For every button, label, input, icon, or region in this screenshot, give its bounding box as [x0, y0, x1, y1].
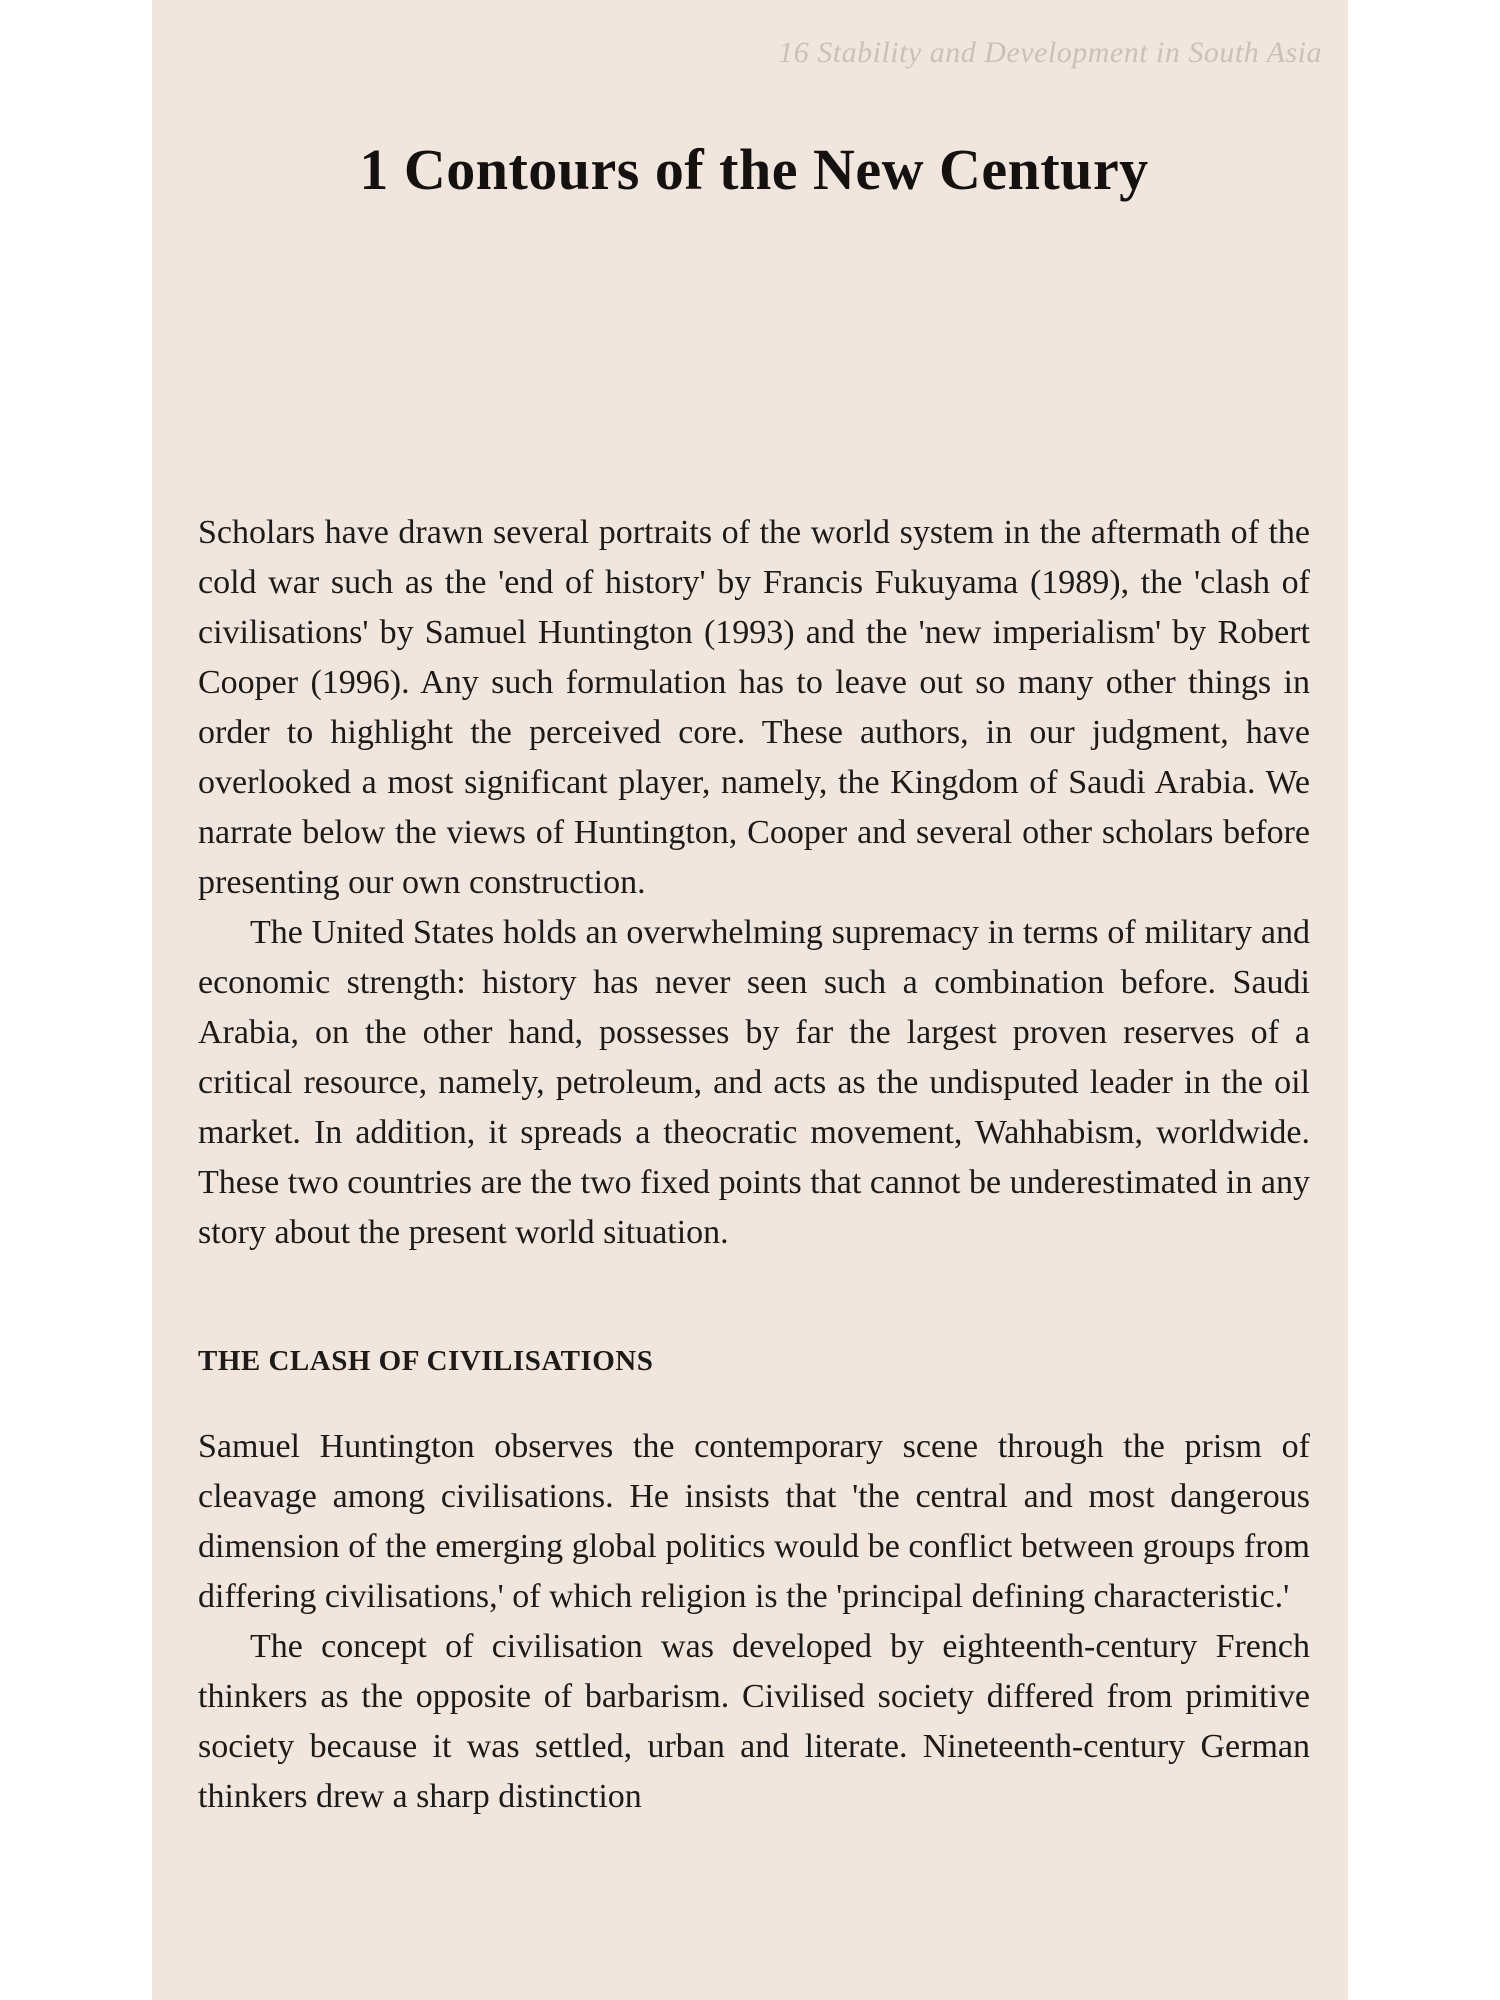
section-paragraph-2: The concept of civilisation was developed by eighteenth-century French thinkers as the opposite of barbarism. Civilised society differed from primitive society because it was settled, urban and literate. Nineteenth-century German thinkers drew a sharp distinction	[198, 1628, 1310, 1815]
page-content	[198, 130, 1310, 1822]
body-paragraph-1: Scholars have drawn several portraits of the world system in the aftermath of the cold war such as the 'end of history' by Francis Fukuyama (1989), the 'clash of civilisations' by Samuel Huntington (1993) and the 'new imperialism' by Robert Cooper (1996). Any such formulation has to leave out so many other things in order to highlight the perceived core. These authors, in our judgment, have overlooked a most significant player, namely, the Kingdom of Saudi Arabia. We narrate below the views of Huntington, Cooper and several other scholars before presenting our own construction.	[198, 514, 1310, 901]
section-paragraph-1: Samuel Huntington observes the contemporary scene through the prism of cleavage among civilisations. He insists that 'the central and most dangerous dimension of the emerging global politics would be conflict between groups from differing civilisations,' of which religion is the 'principal defining characteristic.'	[198, 1428, 1310, 1615]
body-paragraph-2: The United States holds an overwhelming supremacy in terms of military and economic strength: history has never seen such a combination before. Saudi Arabia, on the other hand, possesses by far the largest proven reserves of a critical resource, namely, petroleum, and acts as the undisputed leader in the oil market. In addition, it spreads a theocratic movement, Wahhabism, worldwide. These two countries are the two fixed points that cannot be underestimated in any story about the present world situation.	[198, 914, 1310, 1251]
chapter-title: 1 Contours of the New Century	[359, 137, 1149, 202]
running-header: 16 Stability and Development in South Asia	[778, 36, 1322, 69]
book-page	[152, 0, 1348, 2000]
section-heading: THE CLASH OF CIVILISATIONS	[198, 1345, 654, 1377]
